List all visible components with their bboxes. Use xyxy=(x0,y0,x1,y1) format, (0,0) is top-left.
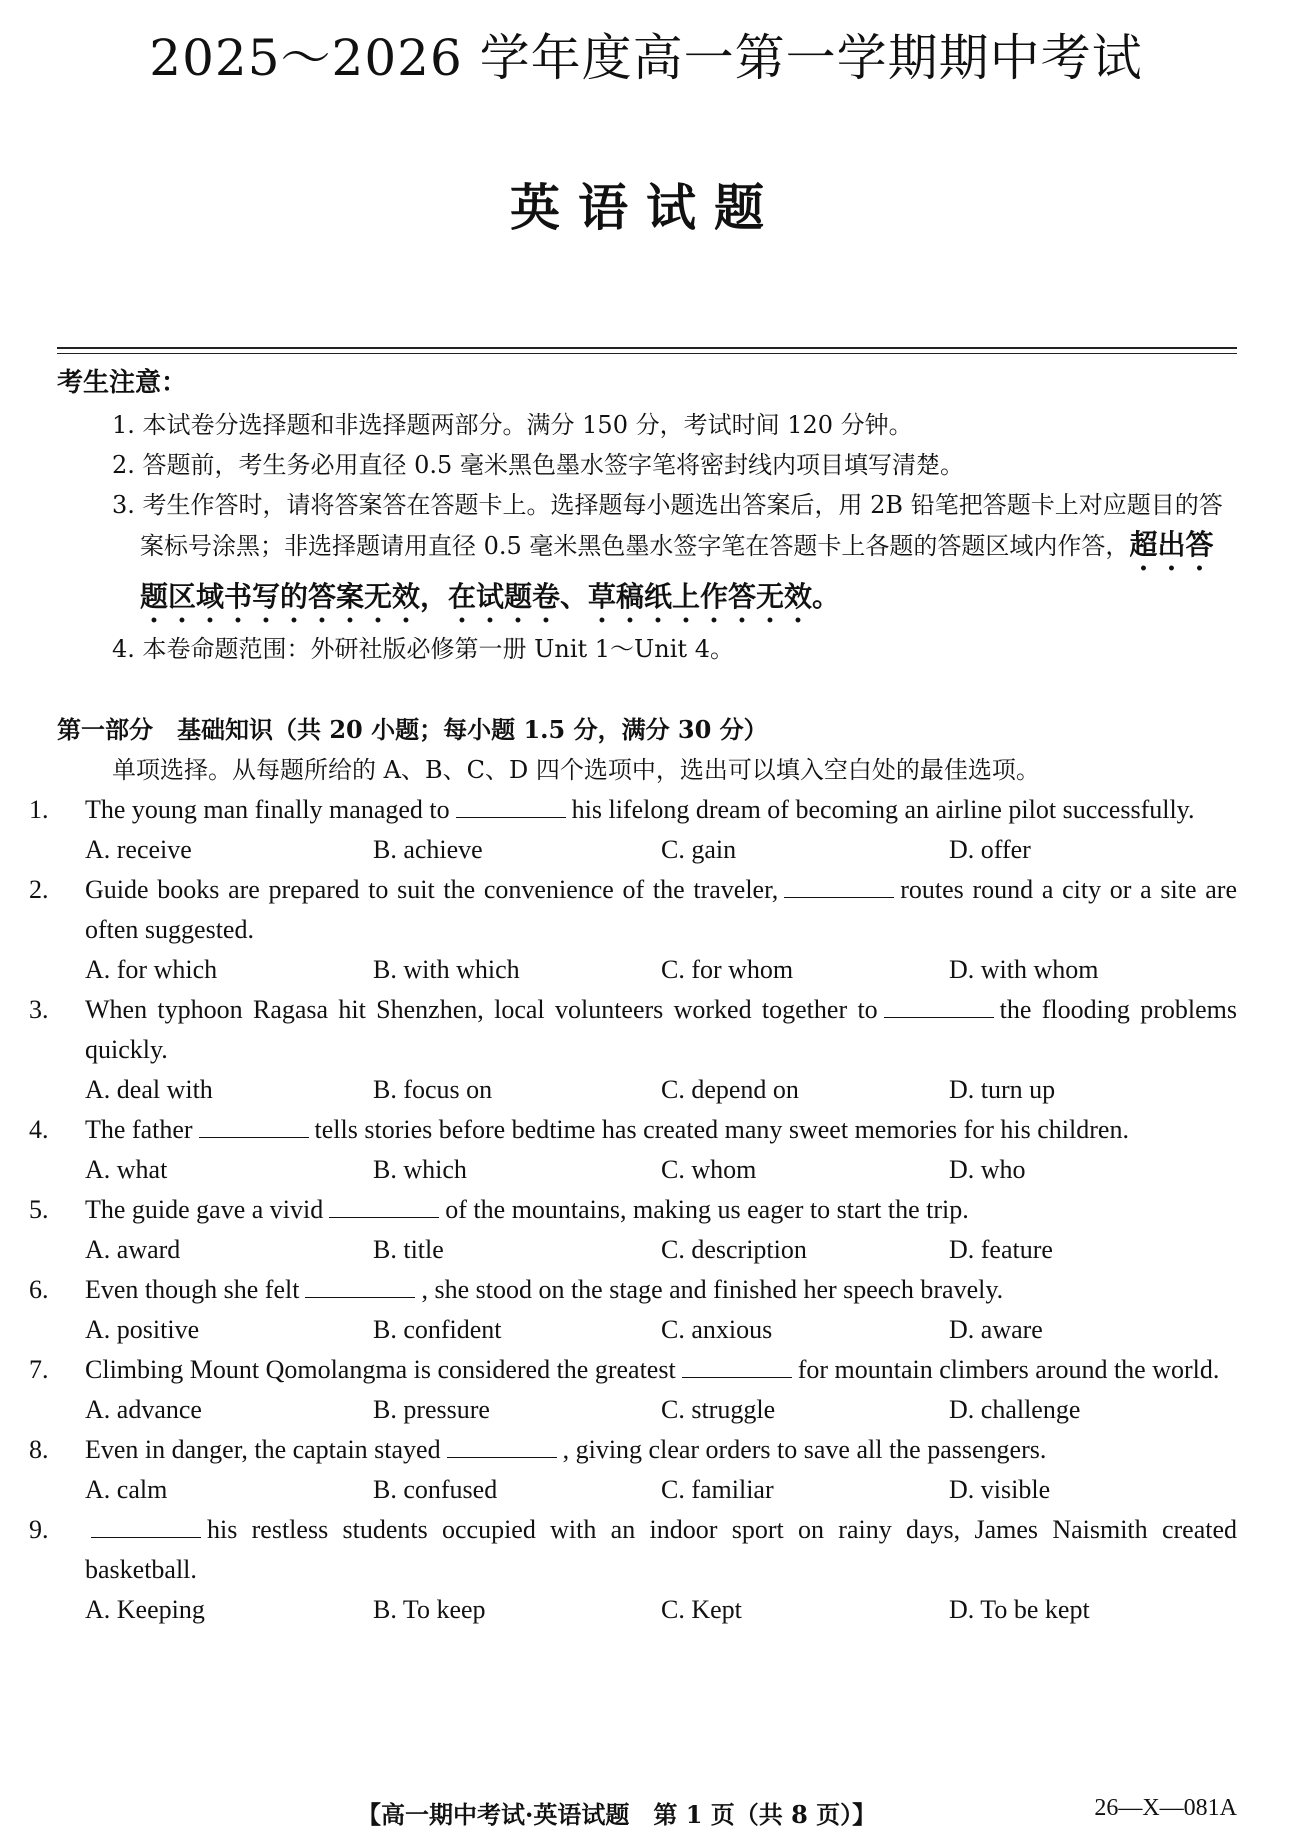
question-number: 8. xyxy=(29,1435,49,1464)
question xyxy=(29,1190,1237,1270)
option: B. focus on xyxy=(373,1075,493,1104)
question-stem xyxy=(29,1190,1237,1230)
question-list xyxy=(29,790,1237,1630)
option: C. struggle xyxy=(661,1395,776,1424)
question-text: tells stories before bedtime has created many sweet memories for his children. xyxy=(314,1115,1129,1144)
question-stem xyxy=(29,1110,1237,1150)
option: D. aware xyxy=(949,1315,1043,1344)
option: C. whom xyxy=(661,1155,757,1184)
question-text: Climbing Mount Qomolangma is considered the greatest xyxy=(85,1355,676,1384)
answer-blank xyxy=(784,875,894,898)
option: B. title xyxy=(373,1235,444,1264)
question-stem xyxy=(29,1430,1237,1470)
option: D. with whom xyxy=(949,955,1099,984)
option: B. To keep xyxy=(373,1595,486,1624)
footer-code: 26—X—081A xyxy=(1094,1795,1237,1821)
option: D. visible xyxy=(949,1475,1051,1504)
notice-item-text: 3. 考生作答时，请将答案答在答题卡上。选择题每小题选出答案后，用 2B 铅笔把答题卡上对应题目的答案标号涂黑；非选择题请用直径 0.5 毫米黑色墨水签字笔在答题卡上各题的答题区域内作答， xyxy=(112,491,1223,560)
option: C. anxious xyxy=(661,1315,773,1344)
option: D. turn up xyxy=(949,1075,1056,1104)
question-stem xyxy=(29,1270,1237,1310)
question-number: 1. xyxy=(29,795,49,824)
divider xyxy=(57,347,1237,349)
option: D. offer xyxy=(949,835,1031,864)
notice-item: 1. 本试卷分选择题和非选择题两部分。满分 150 分，考试时间 120 分钟。 xyxy=(112,411,913,439)
question-text: the flooding problems quickly. xyxy=(85,995,1237,1064)
options-row xyxy=(57,1590,1237,1630)
question-text: The young man finally managed to xyxy=(85,795,450,824)
option: A. for which xyxy=(85,955,218,984)
question xyxy=(29,1110,1237,1190)
option: C. Kept xyxy=(661,1595,742,1624)
question-text: When typhoon Ragasa hit Shenzhen, local volunteers worked together to xyxy=(85,995,878,1024)
options-row xyxy=(57,950,1237,990)
question-text: Even in danger, the captain stayed xyxy=(85,1435,441,1464)
question-stem xyxy=(29,990,1237,1070)
question-number: 3. xyxy=(29,995,49,1024)
option: D. who xyxy=(949,1155,1026,1184)
options-row xyxy=(57,1070,1237,1110)
question-text: of the mountains, making us eager to start the trip. xyxy=(445,1195,969,1224)
question-number: 6. xyxy=(29,1275,49,1304)
option: A. calm xyxy=(85,1475,168,1504)
exam-subtitle: 英语试题 xyxy=(510,178,782,237)
option: A. award xyxy=(85,1235,181,1264)
answer-blank xyxy=(199,1115,309,1138)
option: C. for whom xyxy=(661,955,794,984)
notice-emphasis: 超出答题区域书写的答案无效，在试题卷、草稿纸上作答无效。 xyxy=(140,528,1214,613)
question-number: 5. xyxy=(29,1195,49,1224)
option: B. confident xyxy=(373,1315,502,1344)
question-number: 9. xyxy=(29,1515,49,1544)
option: D. To be kept xyxy=(949,1595,1090,1624)
question-text: his lifelong dream of becoming an airline pilot successfully. xyxy=(571,795,1195,824)
question-stem xyxy=(29,790,1237,830)
notice-item: 2. 答题前，考生务必用直径 0.5 毫米黑色墨水签字笔将密封线内项目填写清楚。 xyxy=(112,451,964,479)
option: D. challenge xyxy=(949,1395,1081,1424)
options-row xyxy=(57,1390,1237,1430)
question-text: The guide gave a vivid xyxy=(85,1195,324,1224)
part-one xyxy=(29,710,1237,1630)
divider xyxy=(57,353,1237,354)
question xyxy=(29,1510,1237,1630)
answer-blank xyxy=(884,995,994,1018)
options-row xyxy=(57,1310,1237,1350)
question xyxy=(29,1430,1237,1510)
question-stem xyxy=(29,870,1237,950)
question xyxy=(29,790,1237,870)
question xyxy=(29,1350,1237,1430)
part-heading: 第一部分 基础知识（共 20 小题；每小题 1.5 分，满分 30 分） xyxy=(57,715,768,744)
notice-section xyxy=(57,362,1237,669)
question xyxy=(29,870,1237,990)
notice-item xyxy=(112,485,1237,629)
option: D. feature xyxy=(949,1235,1053,1264)
option: A. deal with xyxy=(85,1075,213,1104)
question-text: for mountain climbers around the world. xyxy=(797,1355,1220,1384)
question-text: Guide books are prepared to suit the convenience of the traveler, xyxy=(85,875,779,904)
option: B. pressure xyxy=(373,1395,490,1424)
option: A. positive xyxy=(85,1315,200,1344)
options-row xyxy=(57,1150,1237,1190)
option: C. gain xyxy=(661,835,737,864)
answer-blank xyxy=(682,1355,792,1378)
option: B. achieve xyxy=(373,835,483,864)
answer-blank xyxy=(91,1515,201,1538)
options-row xyxy=(57,830,1237,870)
answer-blank xyxy=(456,795,566,818)
question-text: Even though she felt xyxy=(85,1275,300,1304)
answer-blank xyxy=(447,1435,557,1458)
question-text: , giving clear orders to save all the passengers. xyxy=(562,1435,1047,1464)
option: A. receive xyxy=(85,835,192,864)
option: B. with which xyxy=(373,955,520,984)
question-text: routes round a city or a site are often suggested. xyxy=(85,875,1237,944)
question-number: 7. xyxy=(29,1355,49,1384)
question-number: 4. xyxy=(29,1115,49,1144)
option: C. description xyxy=(661,1235,807,1264)
option: A. what xyxy=(85,1155,168,1184)
question xyxy=(29,1270,1237,1350)
option: C. depend on xyxy=(661,1075,799,1104)
option: A. advance xyxy=(85,1395,202,1424)
option: B. which xyxy=(373,1155,467,1184)
question-stem xyxy=(29,1350,1237,1390)
exam-title: 2025～2026 学年度高一第一学期期中考试 xyxy=(149,29,1143,87)
footer-page-info: 【高一期中考试·英语试题 第 1 页（共 8 页）】 xyxy=(357,1800,877,1829)
option: C. familiar xyxy=(661,1475,774,1504)
question-text: his restless students occupied with an indoor sport on rainy days, James Naismith created basketball. xyxy=(85,1515,1237,1584)
question-number: 2. xyxy=(29,875,49,904)
question-text: The father xyxy=(85,1115,193,1144)
notice-item: 4. 本卷命题范围：外研社版必修第一册 Unit 1～Unit 4。 xyxy=(112,635,734,663)
question-text: , she stood on the stage and finished her speech bravely. xyxy=(421,1275,1004,1304)
option: A. Keeping xyxy=(85,1595,205,1624)
question-stem xyxy=(29,1510,1237,1590)
option: B. confused xyxy=(373,1475,498,1504)
answer-blank xyxy=(305,1275,415,1298)
options-row xyxy=(57,1470,1237,1510)
part-instruction: 单项选择。从每题所给的 A、B、C、D 四个选项中，选出可以填入空白处的最佳选项。 xyxy=(112,756,1040,784)
notice-heading: 考生注意： xyxy=(57,368,188,398)
question xyxy=(29,990,1237,1110)
options-row xyxy=(57,1230,1237,1270)
answer-blank xyxy=(329,1195,439,1218)
